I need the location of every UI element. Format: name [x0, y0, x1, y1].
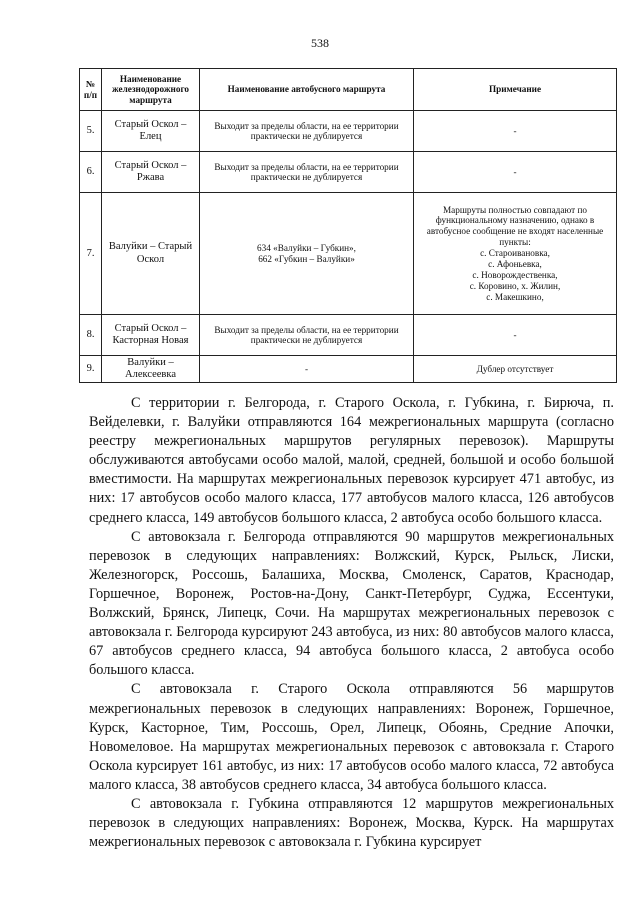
rail-route: Валуйки – Алексеевка	[102, 356, 200, 383]
note: -	[414, 315, 617, 356]
note-item: с. Староивановка,	[480, 248, 550, 259]
table-row	[80, 111, 617, 152]
note-item: с. Макешкино,	[486, 291, 544, 302]
note	[414, 193, 617, 315]
bus-route-line: 634 «Валуйки – Губкин»,	[257, 243, 356, 254]
row-num: 9.	[80, 356, 102, 383]
note-item: с. Афоньевка,	[488, 258, 542, 269]
bus-route: Выходит за пределы области, на ее территории практически не дублируется	[200, 152, 414, 193]
row-num: 6.	[80, 152, 102, 193]
bus-route-line: 662 «Губкин – Валуйки»	[258, 253, 355, 264]
note-item: с. Коровино, х. Жилин,	[469, 280, 561, 291]
bus-route	[200, 193, 414, 315]
paragraph: С автовокзала г. Губкина отправляются 12 маршрутов межрегиональных перевозок в следующих направлениях: Воронеж, Москва, Курск. На маршрутах межрегиональных перевозок с автовокзала г. Губкина курсирует	[89, 795, 614, 851]
bus-route: Выходит за пределы области, на ее территории практически не дублируется	[200, 315, 414, 356]
bus-route: Выходит за пределы области, на ее территории практически не дублируется	[200, 111, 414, 152]
paragraph: С территории г. Белгорода, г. Старого Оскола, г. Губкина, г. Бирюча, п. Вейделевки, г. Валуйки отправляются 164 межрегиональных маршрута (согласно реестру межрегиональных маршрутов регулярных перевозок). Маршруты обслуживаются автобусами особо малой, малой, средней, большой и особо большой вместимости. На маршрутах межрегиональных перевозок курсирует 471 автобус, из них: 17 автобусов особо малого класса, 177 автобусов малого класса, 126 автобусов среднего класса, 149 автобусов большого класса, 2 автобуса особо большого класса.	[89, 395, 614, 526]
page-number: 538	[311, 36, 329, 50]
table-row	[80, 315, 617, 356]
header-num: № п/п	[80, 69, 102, 111]
rail-route: Валуйки – Старый Оскол	[102, 193, 200, 315]
note-intro: Маршруты полностью совпадают по функциональному назначению, однако в автобусное сообщение не входят населенные пункты:	[426, 204, 604, 248]
note: -	[414, 111, 617, 152]
routes-table	[79, 68, 617, 383]
note: -	[414, 152, 617, 193]
header-bus-route: Наименование автобусного маршрута	[200, 69, 414, 111]
header-note: Примечание	[414, 69, 617, 111]
rail-route: Старый Оскол – Касторная Новая	[102, 315, 200, 356]
header-rail-route: Наименование железнодорожного маршрута	[102, 69, 200, 111]
rail-route: Старый Оскол – Елец	[102, 111, 200, 152]
table-row	[80, 152, 617, 193]
row-num: 8.	[80, 315, 102, 356]
row-num: 5.	[80, 111, 102, 152]
rail-route: Старый Оскол – Ржава	[102, 152, 200, 193]
table-row	[80, 356, 617, 383]
table-row	[80, 193, 617, 315]
row-num: 7.	[80, 193, 102, 315]
bus-route: -	[200, 356, 414, 383]
paragraph: С автовокзала г. Старого Оскола отправляются 56 маршрутов межрегиональных перевозок в следующих направлениях: Воронеж, Горшечное, Курск, Касторное, Тим, Россошь, Орел, Липецк, Обоянь, Средние Апочки, Новомеловое. На маршрутах межрегиональных перевозок с автовокзала г. Старого Оскола курсирует 161 автобус, из них: 17 автобусов особо малого класса, 72 автобуса малого класса, 38 автобусов среднего класса, 34 автобуса большого класса.	[89, 681, 614, 793]
note-item: с. Новорождественка,	[472, 269, 558, 280]
body-text	[89, 394, 614, 852]
note: Дублер отсутствует	[414, 356, 617, 383]
table-header-row	[80, 69, 617, 111]
paragraph: С автовокзала г. Белгорода отправляются 90 маршрутов межрегиональных перевозок в следующих направлениях: Волжский, Курск, Рыльск, Лиски, Железногорск, Россошь, Балашиха, Москва, Смоленск, Саратов, Краснодар, Горшечное, Воронеж, Ростов-на-Дону, Санкт-Петербург, Суджа, Ессентуки, Волжский, Брянск, Липецк, Сочи. На маршрутах межрегиональных перевозок с автовокзала г. Белгорода курсируют 243 автобуса, из них: 80 автобусов малого класса, 67 автобусов среднего класса, 94 автобуса большого класса, 2 автобуса особо большого класса.	[89, 528, 614, 679]
